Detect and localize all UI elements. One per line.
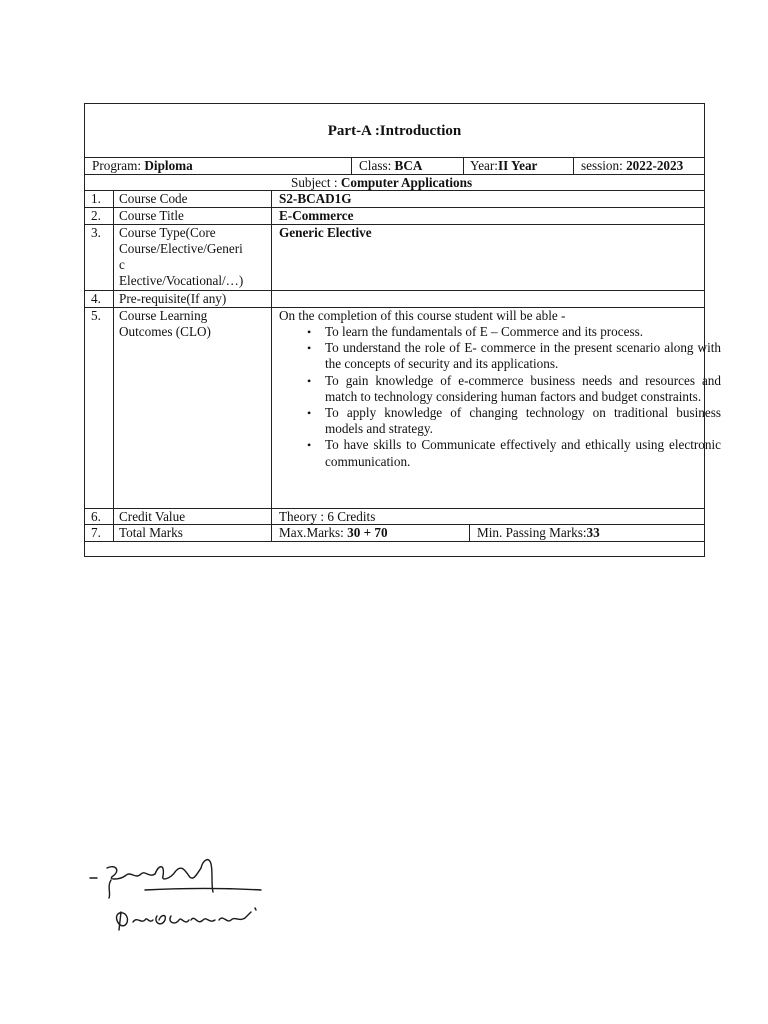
row-number: 4. [91,291,101,306]
page-title: Part-A :Introduction [327,123,462,139]
row-label: Course Type(Core [119,225,216,240]
credit-value: Theory : 6 Credits [279,509,376,524]
list-item: • To gain knowledge of e-commerce business needs and resources and match to technology considering human factors and budget constraints. [325,373,721,405]
row-label: Pre-requisite(If any) [119,291,227,306]
row-label: Course Title [119,208,184,223]
row-label: Course Learning [119,308,208,323]
rule [85,541,704,542]
clo-list [307,324,721,470]
year-cell: Year:II Year [470,158,538,173]
row-label: Total Marks [119,525,183,540]
divider [113,190,114,541]
session-cell: session: 2022-2023 [581,158,684,173]
row-label: Course/Elective/Generi [119,241,243,256]
divider [351,157,352,174]
subject-cell: Subject : Computer Applications [291,175,473,190]
max-marks: Max.Marks: 30 + 70 [279,525,388,540]
list-item: • To apply knowledge of changing technology on traditional business models and strategy. [325,405,721,437]
list-item: • To have skills to Communicate effectively and ethically using electronic communication. [325,437,721,469]
row-label: Course Code [119,191,188,206]
course-table [84,103,721,557]
class-cell: Class: BCA [359,158,423,173]
row-number: 3. [91,225,101,240]
clo-intro: On the completion of this course student will be able - [279,308,566,323]
row-label: Outcomes (CLO) [119,324,211,339]
course-type: Generic Elective [279,225,372,240]
list-item: • To understand the role of E- commerce in the present scenario along with the concepts of security and its applications. [325,340,721,372]
divider [573,157,574,174]
signature [85,850,285,940]
row-label: Elective/Vocational/…) [119,273,244,288]
row-number: 7. [91,525,101,540]
program-cell: Program: Diploma [92,158,193,173]
course-code: S2-BCAD1G [279,191,352,206]
row-number: 5. [91,308,101,323]
min-passing-marks: Min. Passing Marks:33 [477,525,600,540]
divider [469,524,470,541]
course-title: E-Commerce [279,208,354,223]
row-label: c [119,257,125,272]
row-label: Credit Value [119,509,186,524]
divider [271,190,272,541]
row-number: 2. [91,208,101,223]
divider [463,157,464,174]
list-item: • To learn the fundamentals of E – Commerce and its process. [325,324,721,340]
row-number: 6. [91,509,101,524]
row-number: 1. [91,191,101,206]
